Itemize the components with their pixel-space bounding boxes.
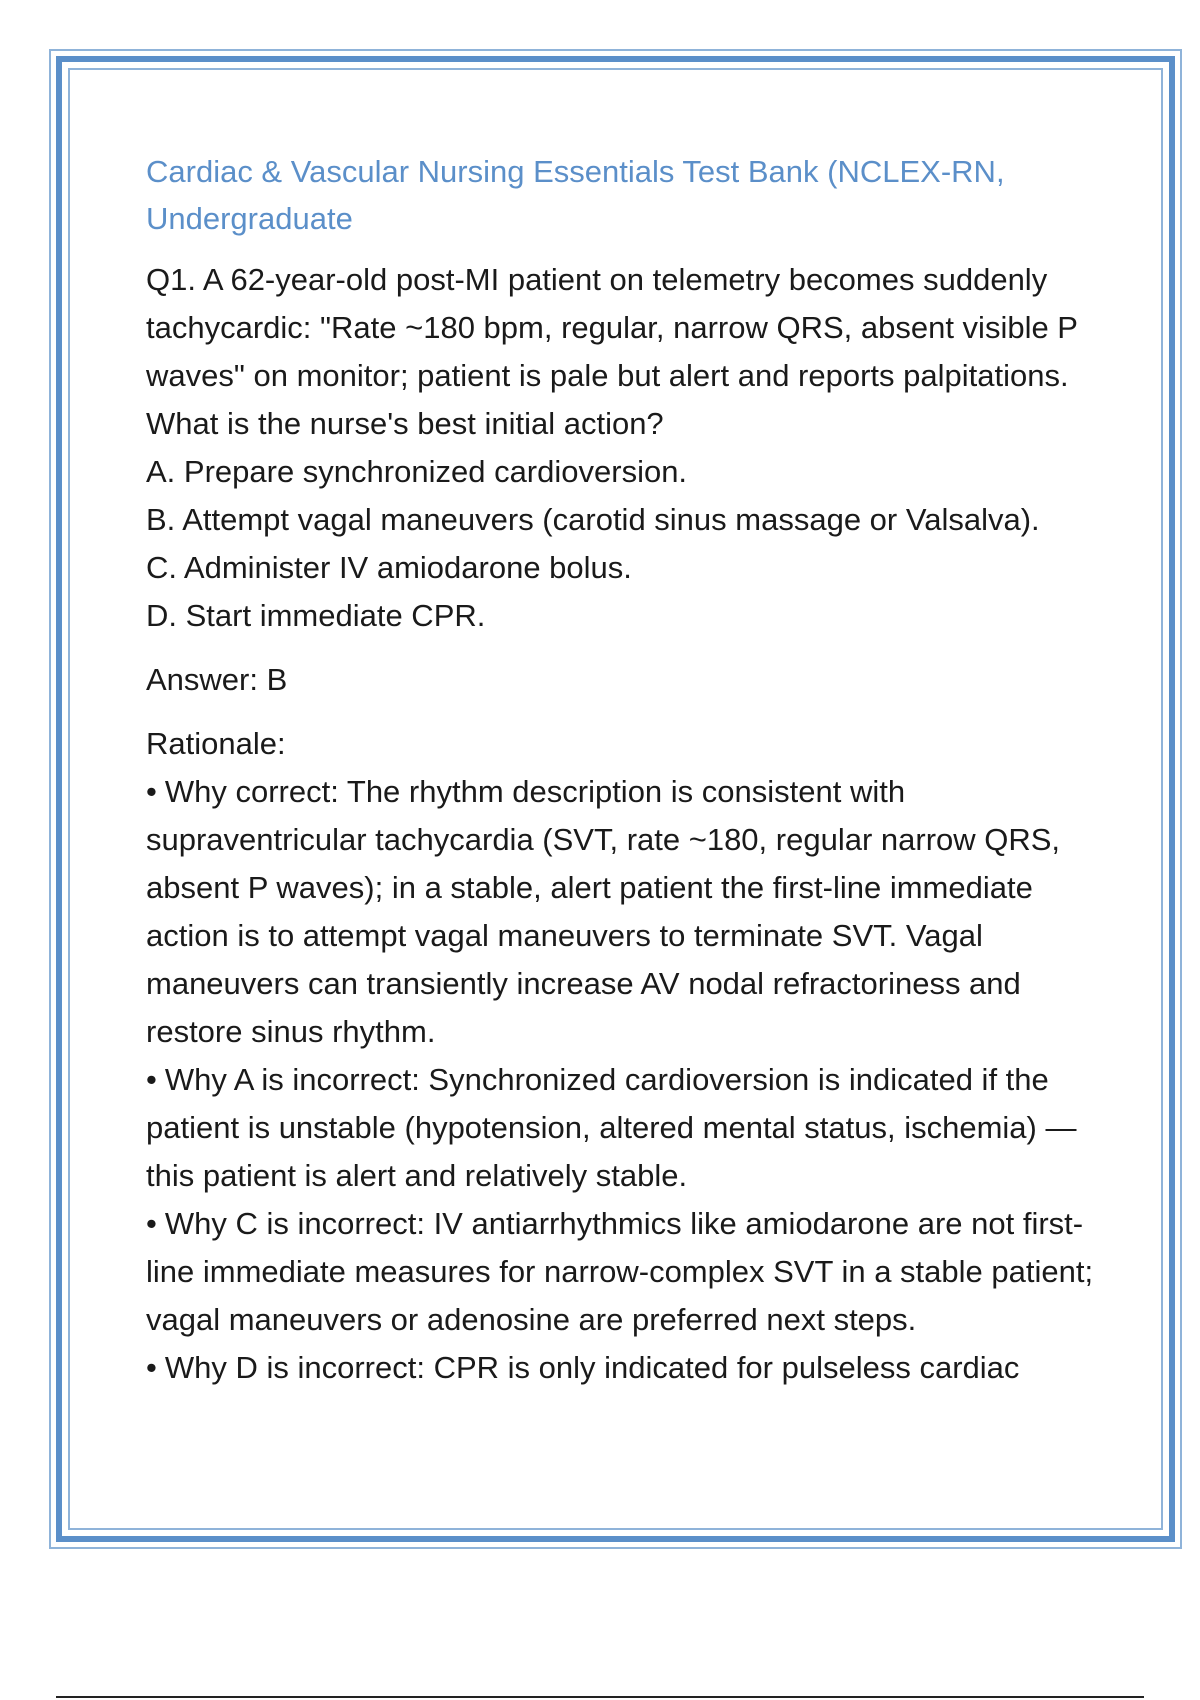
footer-rule [56,1696,1144,1698]
bullet-glyph: • [146,774,157,809]
bullet-glyph: • [146,1206,157,1241]
option-c: C. Administer IV amiodarone bolus. [146,550,632,585]
question-stem: Q1. A 62-year-old post-MI patient on telemetry becomes suddenly tachycardic: "Rate ~180 bpm, regular, narrow QRS, absent visible P waves" on monitor; patient is pale but alert and reports palpitations. What is the nurse's best initial action? [146,262,1078,441]
answer-key: Answer: B [146,662,288,697]
rationale-why-correct: Why correct: The rhythm description is consistent with supraventricular tachycardia (SVT, rate ~180, regular narrow QRS, absent P waves); in a stable, alert patient the first-line immediate action is to attempt vagal maneuvers to terminate SVT. Vagal maneuvers can transiently increase AV nodal refractoriness and restore sinus rhythm. [146,774,1061,1049]
option-b: B. Attempt vagal maneuvers (carotid sinus massage or Valsalva). [146,502,1040,537]
rationale-section [146,720,1106,1392]
rationale-label: Rationale: [146,726,286,761]
rationale-bullet [146,768,1106,1056]
rationale-why-d-incorrect: Why D is incorrect: CPR is only indicated for pulseless cardiac [164,1350,1020,1385]
document-body [146,148,1106,1392]
rationale-why-c-incorrect: Why C is incorrect: IV antiarrhythmics like amiodarone are not first-line immediate measures for narrow-complex SVT in a stable patient; vagal maneuvers or adenosine are preferred next steps. [146,1206,1094,1337]
bullet-glyph: • [146,1062,157,1097]
rationale-why-a-incorrect: Why A is incorrect: Synchronized cardioversion is indicated if the patient is unstable (hypotension, altered mental status, ischemia) — this patient is alert and relatively stable. [146,1062,1077,1193]
document-heading: Cardiac & Vascular Nursing Essentials Test Bank (NCLEX-RN, Undergraduate [146,154,1005,236]
bullet-glyph: • [146,1350,157,1385]
rationale-bullet [146,1056,1106,1200]
option-d: D. Start immediate CPR. [146,598,486,633]
rationale-bullet [146,1344,1106,1392]
rationale-bullet [146,1200,1106,1344]
answer-options [146,448,1106,640]
option-a: A. Prepare synchronized cardioversion. [146,454,688,489]
